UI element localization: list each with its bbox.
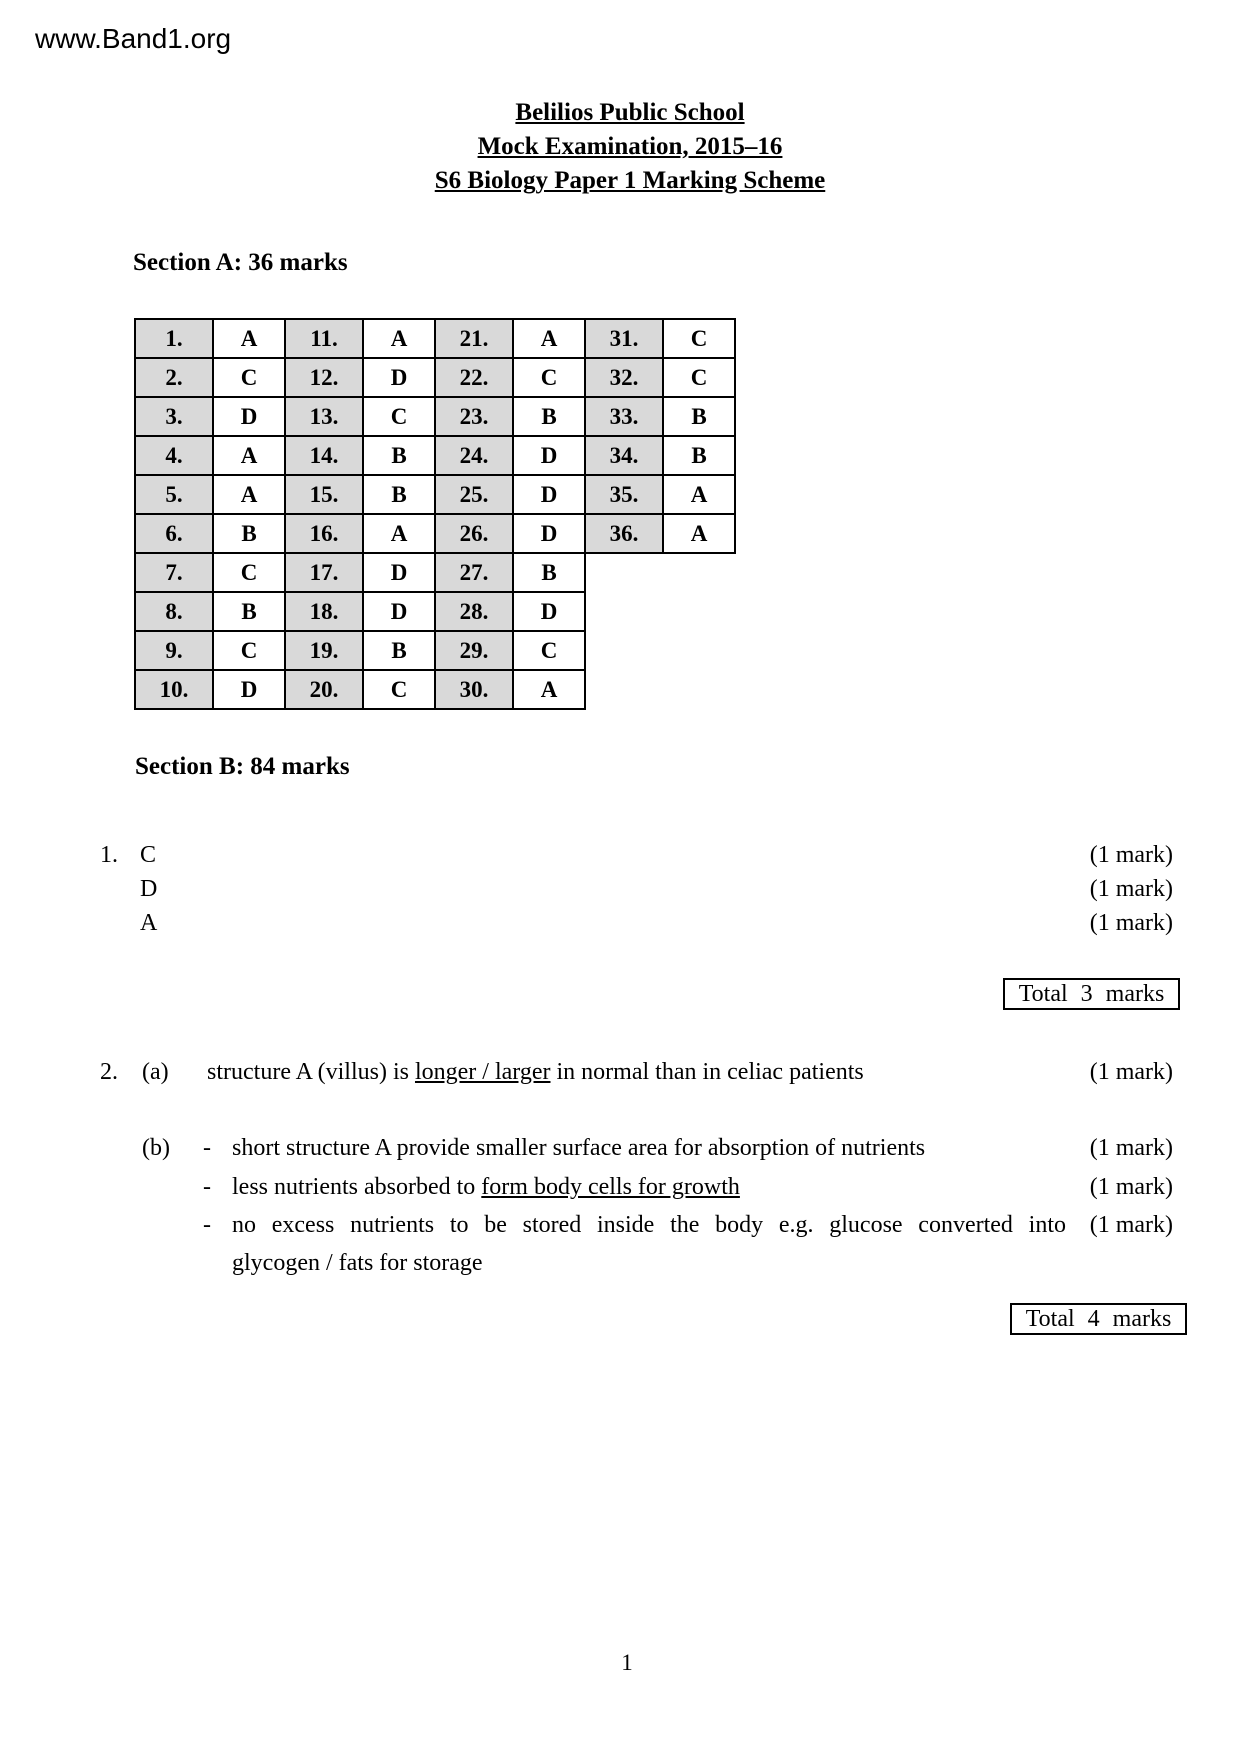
answer-cell: B [663,397,735,436]
q2b-bullet-line [100,1170,1173,1204]
section-a-answer-table [134,318,736,710]
question-number-cell: 34. [585,436,663,475]
answer-cell: C [213,358,285,397]
answer-cell: D [363,592,435,631]
q2b-bullet-line [100,1208,1173,1242]
question-number-cell: 17. [285,553,363,592]
question-number-cell: 5. [135,475,213,514]
answer-cell: A [513,670,585,709]
answer-cell: D [363,358,435,397]
answer-cell: B [363,436,435,475]
question-number-cell: 35. [585,475,663,514]
q1-answer-2: D [140,876,158,902]
page-number: 1 [621,1650,633,1675]
answer-cell: B [213,514,285,553]
paper-title: S6 Biology Paper 1 Marking Scheme [434,167,826,194]
q2-total-marks-box: Total 4 marks [1010,1303,1187,1335]
q2b-bullet-line [100,1246,1173,1280]
website-watermark: www.Band1.org [35,23,232,54]
question-number-cell: 21. [435,319,513,358]
question-number-cell: 22. [435,358,513,397]
q1-answer-1: C [140,842,157,868]
q2b-bullet-2-text [232,1170,740,1204]
question-number-cell: 6. [135,514,213,553]
answer-cell: C [663,358,735,397]
answer-cell: C [213,631,285,670]
answer-table-row [135,631,735,670]
question-number-cell: 13. [285,397,363,436]
answer-cell: A [363,514,435,553]
answer-cell: A [663,475,735,514]
q2b-mark-2: (1 mark) [1089,1174,1173,1200]
q2a-text-suffix: in normal than in celiac patients [550,1059,864,1085]
question-number-cell: 19. [285,631,363,670]
answer-cell: B [663,436,735,475]
question-number-cell: 28. [435,592,513,631]
q2b-bullet-line [100,1131,1173,1165]
question-number-cell: 7. [135,553,213,592]
bullet-dash: - [203,1212,211,1238]
question-number-cell: 20. [285,670,363,709]
q1-mark-1: (1 mark) [1089,842,1173,868]
answer-cell: D [513,592,585,631]
answer-cell: A [213,319,285,358]
answer-cell: B [363,631,435,670]
school-name: Belilios Public School [515,99,745,126]
answer-table-row [135,553,735,592]
q1-answer-3: A [140,910,158,936]
q2b-bullet-3-text-line1: no excess nutrients to be stored inside the body e.g. glucose converted into [232,1212,1066,1238]
question-number-cell: 27. [435,553,513,592]
q2b-label: (b) [142,1135,170,1161]
question-number-cell: 9. [135,631,213,670]
answer-table-row [135,670,735,709]
question-number-cell: 24. [435,436,513,475]
question-number-cell: 15. [285,475,363,514]
q2b-bullet-2-underlined: form body cells for growth [481,1174,740,1200]
answer-cell: A [213,436,285,475]
question-number-cell: 10. [135,670,213,709]
question-number-cell: 2. [135,358,213,397]
q2b-mark-3: (1 mark) [1089,1212,1173,1238]
question-number-cell: 11. [285,319,363,358]
section-b-title: Section B: 84 marks [135,753,350,780]
answer-table-row [135,592,735,631]
answer-cell: C [513,631,585,670]
answer-cell: D [513,514,585,553]
answer-table-row [135,397,735,436]
question-number-cell: 12. [285,358,363,397]
answer-table-body [135,319,735,709]
answer-cell: C [663,319,735,358]
answer-cell: B [513,553,585,592]
q2b-bullet-2-prefix: less nutrients absorbed to [232,1174,482,1200]
answer-table-row [135,319,735,358]
answer-cell: D [513,436,585,475]
q2a-mark: (1 mark) [1089,1059,1173,1085]
q2-number: 2. [100,1059,118,1085]
answer-table-row [135,475,735,514]
question-number-cell: 3. [135,397,213,436]
q1-number: 1. [100,842,118,868]
q2a-answer-text [207,1055,864,1089]
answer-table-row [135,514,735,553]
q1-answer-line [100,838,1173,872]
answer-table-row [135,358,735,397]
bullet-dash: - [203,1174,211,1200]
answer-cell: D [363,553,435,592]
question-number-cell: 23. [435,397,513,436]
q2a-label: (a) [142,1059,169,1085]
answer-cell: C [363,397,435,436]
question-number-cell: 30. [435,670,513,709]
question-number-cell: 16. [285,514,363,553]
exam-title: Mock Examination, 2015–16 [477,133,783,160]
q1-mark-3: (1 mark) [1089,910,1173,936]
question-number-cell: 29. [435,631,513,670]
question-number-cell: 14. [285,436,363,475]
document-header [20,96,1240,198]
question-number-cell: 1. [135,319,213,358]
question-number-cell: 36. [585,514,663,553]
q2b-mark-1: (1 mark) [1089,1135,1173,1161]
question-number-cell: 32. [585,358,663,397]
answer-cell: A [663,514,735,553]
question-number-cell: 26. [435,514,513,553]
q1-answer-line [100,872,1173,906]
q1-total-marks-box: Total 3 marks [1003,978,1180,1010]
answer-cell: D [213,670,285,709]
answer-cell: B [513,397,585,436]
question-number-cell: 8. [135,592,213,631]
q2a-text-prefix: structure A (villus) is [207,1059,415,1085]
q1-mark-2: (1 mark) [1089,876,1173,902]
question-number-cell: 4. [135,436,213,475]
q2b-bullet-1-prefix: short structure A provide smaller surface area for absorption of nutrients [232,1135,926,1161]
answer-cell: A [213,475,285,514]
answer-cell: B [213,592,285,631]
section-a-title: Section A: 36 marks [133,249,348,276]
question-number-cell: 31. [585,319,663,358]
question-number-cell: 25. [435,475,513,514]
answer-cell: D [513,475,585,514]
q1-answer-line [100,906,1173,940]
q2a-line [100,1055,1173,1089]
answer-cell: C [513,358,585,397]
answer-cell: C [213,553,285,592]
q2b-bullet-1-text [232,1131,925,1165]
answer-cell: A [513,319,585,358]
answer-cell: B [363,475,435,514]
bullet-dash: - [203,1135,211,1161]
answer-cell: A [363,319,435,358]
answer-table-row [135,436,735,475]
q2a-text-underlined: longer / larger [414,1059,551,1085]
question-number-cell: 33. [585,397,663,436]
q2b-bullet-3-text-line2: glycogen / fats for storage [232,1250,483,1276]
answer-cell: D [213,397,285,436]
question-number-cell: 18. [285,592,363,631]
answer-cell: C [363,670,435,709]
